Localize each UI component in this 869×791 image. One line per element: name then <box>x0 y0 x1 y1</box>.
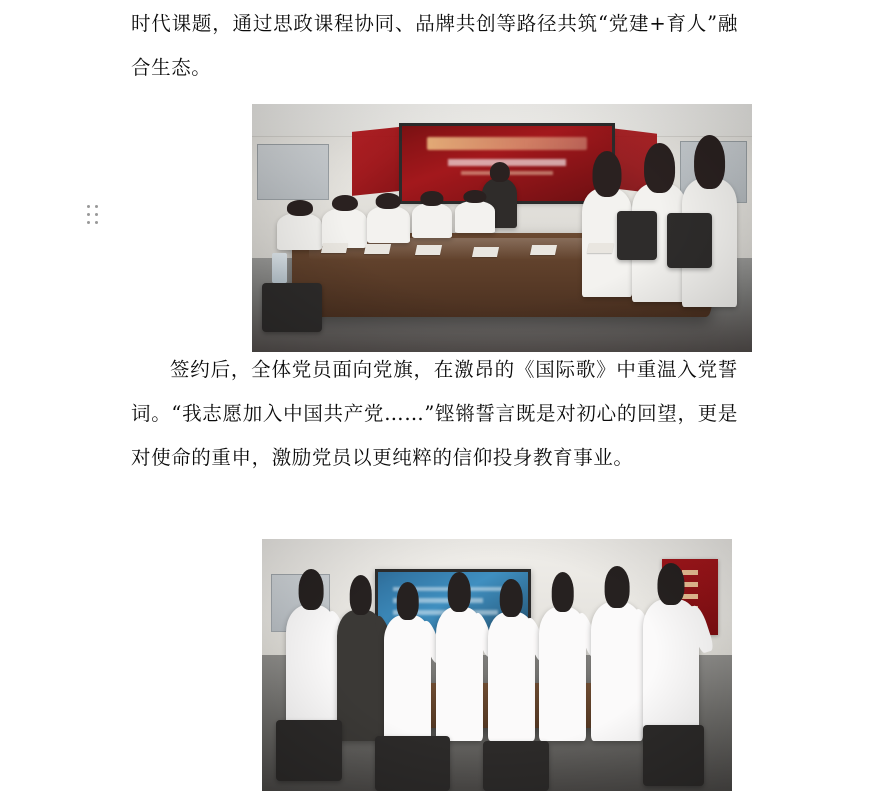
photo-oath <box>262 539 732 791</box>
photo-person-standing <box>436 607 483 741</box>
photo-wall-board-left <box>257 144 329 201</box>
photo-person-standing <box>384 615 431 741</box>
photo-chair <box>643 725 704 785</box>
photo-person-seated <box>367 206 410 243</box>
photo-red-flag-left <box>352 126 407 196</box>
photo-chair <box>276 720 342 780</box>
screen-title-band <box>427 137 587 150</box>
drag-dot <box>87 213 90 216</box>
drag-dot <box>87 221 90 224</box>
paragraph-continuation: 时代课题，通过思政课程协同、品牌共创等路径共筑“党建+育人”融合生态。 <box>131 12 738 79</box>
drag-handle[interactable] <box>85 204 101 226</box>
photo-meeting <box>252 104 752 352</box>
photo-person-standing <box>591 602 643 741</box>
photo-documents <box>322 240 682 262</box>
photo-chair <box>483 741 549 791</box>
photo-person-seated <box>412 203 452 238</box>
photo-chair <box>375 736 450 791</box>
photo-person-standing <box>488 612 535 741</box>
photo-person-seated <box>277 213 322 250</box>
drag-dot <box>95 213 98 216</box>
photo-person-standing <box>539 607 586 741</box>
photo-person-seated <box>455 201 495 233</box>
figure-oath-photo[interactable] <box>262 539 732 791</box>
photo-person-standing <box>337 610 384 741</box>
paragraph-oath: 签约后，全体党员面向党旗，在激昂的《国际歌》中重温入党誓词。“我志愿加入中国共产党……”铿锵誓言既是对初心的回望，更是对使命的重申，激励党员以更纯粹的信仰投身教育事业。 <box>131 358 738 469</box>
drag-dot <box>95 221 98 224</box>
drag-dot <box>87 205 90 208</box>
drag-dot <box>95 205 98 208</box>
photo-chair <box>262 283 322 333</box>
photo-water-bottle <box>272 253 287 283</box>
photo-person-standing <box>643 599 699 740</box>
figure-meeting-photo[interactable] <box>252 104 752 352</box>
